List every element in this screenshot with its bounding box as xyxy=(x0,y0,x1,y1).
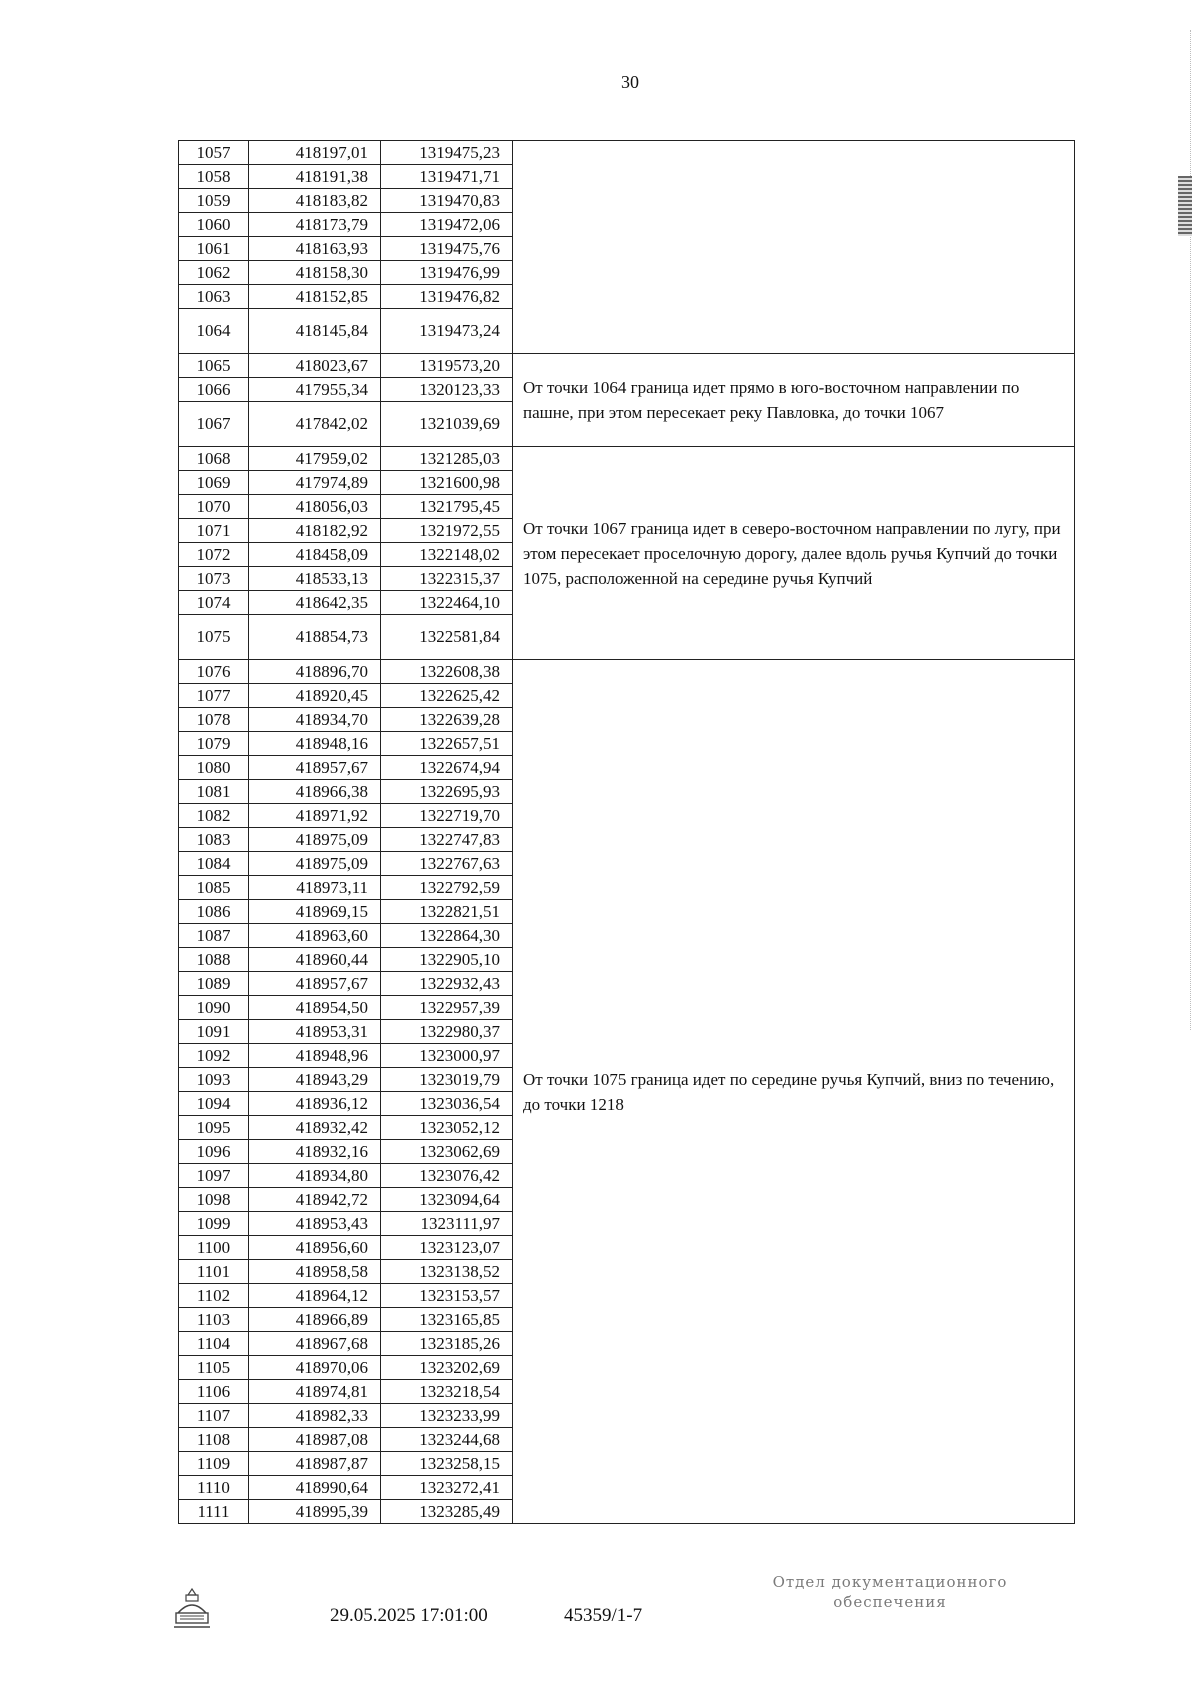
point-number-cell: 1082 xyxy=(179,804,249,828)
x-coordinate-cell: 418145,84 xyxy=(249,309,381,354)
y-coordinate-cell: 1323111,97 xyxy=(381,1212,513,1236)
y-coordinate-cell: 1322657,51 xyxy=(381,732,513,756)
point-number-cell: 1092 xyxy=(179,1044,249,1068)
y-coordinate-cell: 1319476,82 xyxy=(381,285,513,309)
y-coordinate-cell: 1323244,68 xyxy=(381,1428,513,1452)
point-number-cell: 1081 xyxy=(179,780,249,804)
y-coordinate-cell: 1322821,51 xyxy=(381,900,513,924)
y-coordinate-cell: 1319476,99 xyxy=(381,261,513,285)
point-number-cell: 1108 xyxy=(179,1428,249,1452)
x-coordinate-cell: 418969,15 xyxy=(249,900,381,924)
x-coordinate-cell: 418920,45 xyxy=(249,684,381,708)
point-number-cell: 1076 xyxy=(179,660,249,684)
y-coordinate-cell: 1323218,54 xyxy=(381,1380,513,1404)
boundary-description-cell: От точки 1075 граница идет по середине ручья Купчий, вниз по течению, до точки 1218 xyxy=(513,660,1075,1524)
x-coordinate-cell: 418987,08 xyxy=(249,1428,381,1452)
table-row xyxy=(179,141,1075,165)
y-coordinate-cell: 1321600,98 xyxy=(381,471,513,495)
point-number-cell: 1074 xyxy=(179,591,249,615)
point-number-cell: 1103 xyxy=(179,1308,249,1332)
point-number-cell: 1075 xyxy=(179,615,249,660)
x-coordinate-cell: 418932,16 xyxy=(249,1140,381,1164)
coordinates-table-body xyxy=(179,141,1075,1524)
scan-blot xyxy=(1178,176,1192,236)
y-coordinate-cell: 1323185,26 xyxy=(381,1332,513,1356)
y-coordinate-cell: 1323233,99 xyxy=(381,1404,513,1428)
point-number-cell: 1090 xyxy=(179,996,249,1020)
table-row xyxy=(179,447,1075,471)
x-coordinate-cell: 418963,60 xyxy=(249,924,381,948)
x-coordinate-cell: 418971,92 xyxy=(249,804,381,828)
y-coordinate-cell: 1319573,20 xyxy=(381,354,513,378)
x-coordinate-cell: 418967,68 xyxy=(249,1332,381,1356)
y-coordinate-cell: 1323000,97 xyxy=(381,1044,513,1068)
footer-datetime: 29.05.2025 17:01:00 xyxy=(330,1605,488,1626)
boundary-description-cell: От точки 1064 граница идет прямо в юго-восточном направлении по пашне, при этом пересекает реку Павловка, до точки 1067 xyxy=(513,354,1075,447)
y-coordinate-cell: 1322792,59 xyxy=(381,876,513,900)
point-number-cell: 1106 xyxy=(179,1380,249,1404)
x-coordinate-cell: 418152,85 xyxy=(249,285,381,309)
y-coordinate-cell: 1323202,69 xyxy=(381,1356,513,1380)
x-coordinate-cell: 418995,39 xyxy=(249,1500,381,1524)
point-number-cell: 1064 xyxy=(179,309,249,354)
y-coordinate-cell: 1322719,70 xyxy=(381,804,513,828)
x-coordinate-cell: 418956,60 xyxy=(249,1236,381,1260)
point-number-cell: 1083 xyxy=(179,828,249,852)
y-coordinate-cell: 1322639,28 xyxy=(381,708,513,732)
y-coordinate-cell: 1322767,63 xyxy=(381,852,513,876)
y-coordinate-cell: 1323272,41 xyxy=(381,1476,513,1500)
point-number-cell: 1105 xyxy=(179,1356,249,1380)
x-coordinate-cell: 418056,03 xyxy=(249,495,381,519)
x-coordinate-cell: 418970,06 xyxy=(249,1356,381,1380)
y-coordinate-cell: 1321972,55 xyxy=(381,519,513,543)
x-coordinate-cell: 418934,80 xyxy=(249,1164,381,1188)
point-number-cell: 1107 xyxy=(179,1404,249,1428)
x-coordinate-cell: 418957,67 xyxy=(249,756,381,780)
x-coordinate-cell: 418958,58 xyxy=(249,1260,381,1284)
point-number-cell: 1060 xyxy=(179,213,249,237)
point-number-cell: 1065 xyxy=(179,354,249,378)
x-coordinate-cell: 418173,79 xyxy=(249,213,381,237)
x-coordinate-cell: 418975,09 xyxy=(249,828,381,852)
y-coordinate-cell: 1322674,94 xyxy=(381,756,513,780)
y-coordinate-cell: 1319471,71 xyxy=(381,165,513,189)
x-coordinate-cell: 418182,92 xyxy=(249,519,381,543)
x-coordinate-cell: 418943,29 xyxy=(249,1068,381,1092)
footer-document-number: 45359/1-7 xyxy=(564,1605,643,1626)
point-number-cell: 1104 xyxy=(179,1332,249,1356)
point-number-cell: 1066 xyxy=(179,378,249,402)
y-coordinate-cell: 1319470,83 xyxy=(381,189,513,213)
point-number-cell: 1091 xyxy=(179,1020,249,1044)
x-coordinate-cell: 417959,02 xyxy=(249,447,381,471)
y-coordinate-cell: 1322864,30 xyxy=(381,924,513,948)
y-coordinate-cell: 1319473,24 xyxy=(381,309,513,354)
x-coordinate-cell: 418533,13 xyxy=(249,567,381,591)
point-number-cell: 1110 xyxy=(179,1476,249,1500)
x-coordinate-cell: 418953,43 xyxy=(249,1212,381,1236)
x-coordinate-cell: 418183,82 xyxy=(249,189,381,213)
x-coordinate-cell: 418197,01 xyxy=(249,141,381,165)
table-row xyxy=(179,354,1075,378)
y-coordinate-cell: 1323094,64 xyxy=(381,1188,513,1212)
point-number-cell: 1072 xyxy=(179,543,249,567)
point-number-cell: 1078 xyxy=(179,708,249,732)
x-coordinate-cell: 418942,72 xyxy=(249,1188,381,1212)
point-number-cell: 1101 xyxy=(179,1260,249,1284)
y-coordinate-cell: 1322148,02 xyxy=(381,543,513,567)
y-coordinate-cell: 1320123,33 xyxy=(381,378,513,402)
boundary-description-cell xyxy=(513,141,1075,354)
point-number-cell: 1071 xyxy=(179,519,249,543)
x-coordinate-cell: 418964,12 xyxy=(249,1284,381,1308)
y-coordinate-cell: 1323019,79 xyxy=(381,1068,513,1092)
point-number-cell: 1093 xyxy=(179,1068,249,1092)
point-number-cell: 1061 xyxy=(179,237,249,261)
point-number-cell: 1077 xyxy=(179,684,249,708)
x-coordinate-cell: 418854,73 xyxy=(249,615,381,660)
y-coordinate-cell: 1322695,93 xyxy=(381,780,513,804)
y-coordinate-cell: 1322608,38 xyxy=(381,660,513,684)
y-coordinate-cell: 1322315,37 xyxy=(381,567,513,591)
coordinates-table xyxy=(178,140,1075,1524)
x-coordinate-cell: 418934,70 xyxy=(249,708,381,732)
x-coordinate-cell: 418948,16 xyxy=(249,732,381,756)
x-coordinate-cell: 418960,44 xyxy=(249,948,381,972)
y-coordinate-cell: 1322980,37 xyxy=(381,1020,513,1044)
emblem-icon xyxy=(170,1583,214,1633)
x-coordinate-cell: 418966,89 xyxy=(249,1308,381,1332)
point-number-cell: 1068 xyxy=(179,447,249,471)
y-coordinate-cell: 1322625,42 xyxy=(381,684,513,708)
x-coordinate-cell: 418990,64 xyxy=(249,1476,381,1500)
x-coordinate-cell: 418973,11 xyxy=(249,876,381,900)
x-coordinate-cell: 417955,34 xyxy=(249,378,381,402)
y-coordinate-cell: 1323076,42 xyxy=(381,1164,513,1188)
point-number-cell: 1073 xyxy=(179,567,249,591)
y-coordinate-cell: 1321795,45 xyxy=(381,495,513,519)
point-number-cell: 1062 xyxy=(179,261,249,285)
y-coordinate-cell: 1322747,83 xyxy=(381,828,513,852)
point-number-cell: 1095 xyxy=(179,1116,249,1140)
department-stamp xyxy=(740,1572,1040,1612)
x-coordinate-cell: 418158,30 xyxy=(249,261,381,285)
point-number-cell: 1099 xyxy=(179,1212,249,1236)
point-number-cell: 1079 xyxy=(179,732,249,756)
x-coordinate-cell: 418957,67 xyxy=(249,972,381,996)
y-coordinate-cell: 1323052,12 xyxy=(381,1116,513,1140)
y-coordinate-cell: 1322464,10 xyxy=(381,591,513,615)
y-coordinate-cell: 1321285,03 xyxy=(381,447,513,471)
x-coordinate-cell: 418191,38 xyxy=(249,165,381,189)
table-row xyxy=(179,660,1075,684)
y-coordinate-cell: 1323036,54 xyxy=(381,1092,513,1116)
point-number-cell: 1098 xyxy=(179,1188,249,1212)
boundary-description-cell: От точки 1067 граница идет в северо-восточном направлении по лугу, при этом пересекает проселочную дорогу, далее вдоль ручья Купчий до точки 1075, расположенной на середине ручья Купчий xyxy=(513,447,1075,660)
x-coordinate-cell: 418932,42 xyxy=(249,1116,381,1140)
point-number-cell: 1069 xyxy=(179,471,249,495)
point-number-cell: 1067 xyxy=(179,402,249,447)
y-coordinate-cell: 1323285,49 xyxy=(381,1500,513,1524)
y-coordinate-cell: 1323258,15 xyxy=(381,1452,513,1476)
x-coordinate-cell: 418975,09 xyxy=(249,852,381,876)
point-number-cell: 1085 xyxy=(179,876,249,900)
y-coordinate-cell: 1319475,23 xyxy=(381,141,513,165)
y-coordinate-cell: 1323062,69 xyxy=(381,1140,513,1164)
x-coordinate-cell: 418974,81 xyxy=(249,1380,381,1404)
y-coordinate-cell: 1323165,85 xyxy=(381,1308,513,1332)
point-number-cell: 1088 xyxy=(179,948,249,972)
point-number-cell: 1057 xyxy=(179,141,249,165)
x-coordinate-cell: 418987,87 xyxy=(249,1452,381,1476)
x-coordinate-cell: 418982,33 xyxy=(249,1404,381,1428)
stamp-line-1: Отдел документационного xyxy=(772,1573,1008,1591)
y-coordinate-cell: 1321039,69 xyxy=(381,402,513,447)
x-coordinate-cell: 418163,93 xyxy=(249,237,381,261)
point-number-cell: 1084 xyxy=(179,852,249,876)
y-coordinate-cell: 1322932,43 xyxy=(381,972,513,996)
point-number-cell: 1070 xyxy=(179,495,249,519)
scan-edge-artifact xyxy=(1150,0,1200,1695)
y-coordinate-cell: 1322581,84 xyxy=(381,615,513,660)
point-number-cell: 1111 xyxy=(179,1500,249,1524)
x-coordinate-cell: 418936,12 xyxy=(249,1092,381,1116)
point-number-cell: 1096 xyxy=(179,1140,249,1164)
point-number-cell: 1097 xyxy=(179,1164,249,1188)
x-coordinate-cell: 418948,96 xyxy=(249,1044,381,1068)
x-coordinate-cell: 418458,09 xyxy=(249,543,381,567)
point-number-cell: 1087 xyxy=(179,924,249,948)
y-coordinate-cell: 1323123,07 xyxy=(381,1236,513,1260)
point-number-cell: 1102 xyxy=(179,1284,249,1308)
x-coordinate-cell: 418642,35 xyxy=(249,591,381,615)
y-coordinate-cell: 1322905,10 xyxy=(381,948,513,972)
point-number-cell: 1058 xyxy=(179,165,249,189)
point-number-cell: 1094 xyxy=(179,1092,249,1116)
point-number-cell: 1063 xyxy=(179,285,249,309)
y-coordinate-cell: 1322957,39 xyxy=(381,996,513,1020)
point-number-cell: 1059 xyxy=(179,189,249,213)
x-coordinate-cell: 418966,38 xyxy=(249,780,381,804)
x-coordinate-cell: 418953,31 xyxy=(249,1020,381,1044)
point-number-cell: 1086 xyxy=(179,900,249,924)
x-coordinate-cell: 418023,67 xyxy=(249,354,381,378)
y-coordinate-cell: 1323153,57 xyxy=(381,1284,513,1308)
point-number-cell: 1089 xyxy=(179,972,249,996)
y-coordinate-cell: 1319475,76 xyxy=(381,237,513,261)
y-coordinate-cell: 1323138,52 xyxy=(381,1260,513,1284)
point-number-cell: 1100 xyxy=(179,1236,249,1260)
point-number-cell: 1109 xyxy=(179,1452,249,1476)
x-coordinate-cell: 417974,89 xyxy=(249,471,381,495)
y-coordinate-cell: 1319472,06 xyxy=(381,213,513,237)
page-number: 30 xyxy=(621,72,639,92)
stamp-line-2: обеспечения xyxy=(833,1593,947,1611)
x-coordinate-cell: 418896,70 xyxy=(249,660,381,684)
point-number-cell: 1080 xyxy=(179,756,249,780)
x-coordinate-cell: 418954,50 xyxy=(249,996,381,1020)
x-coordinate-cell: 417842,02 xyxy=(249,402,381,447)
